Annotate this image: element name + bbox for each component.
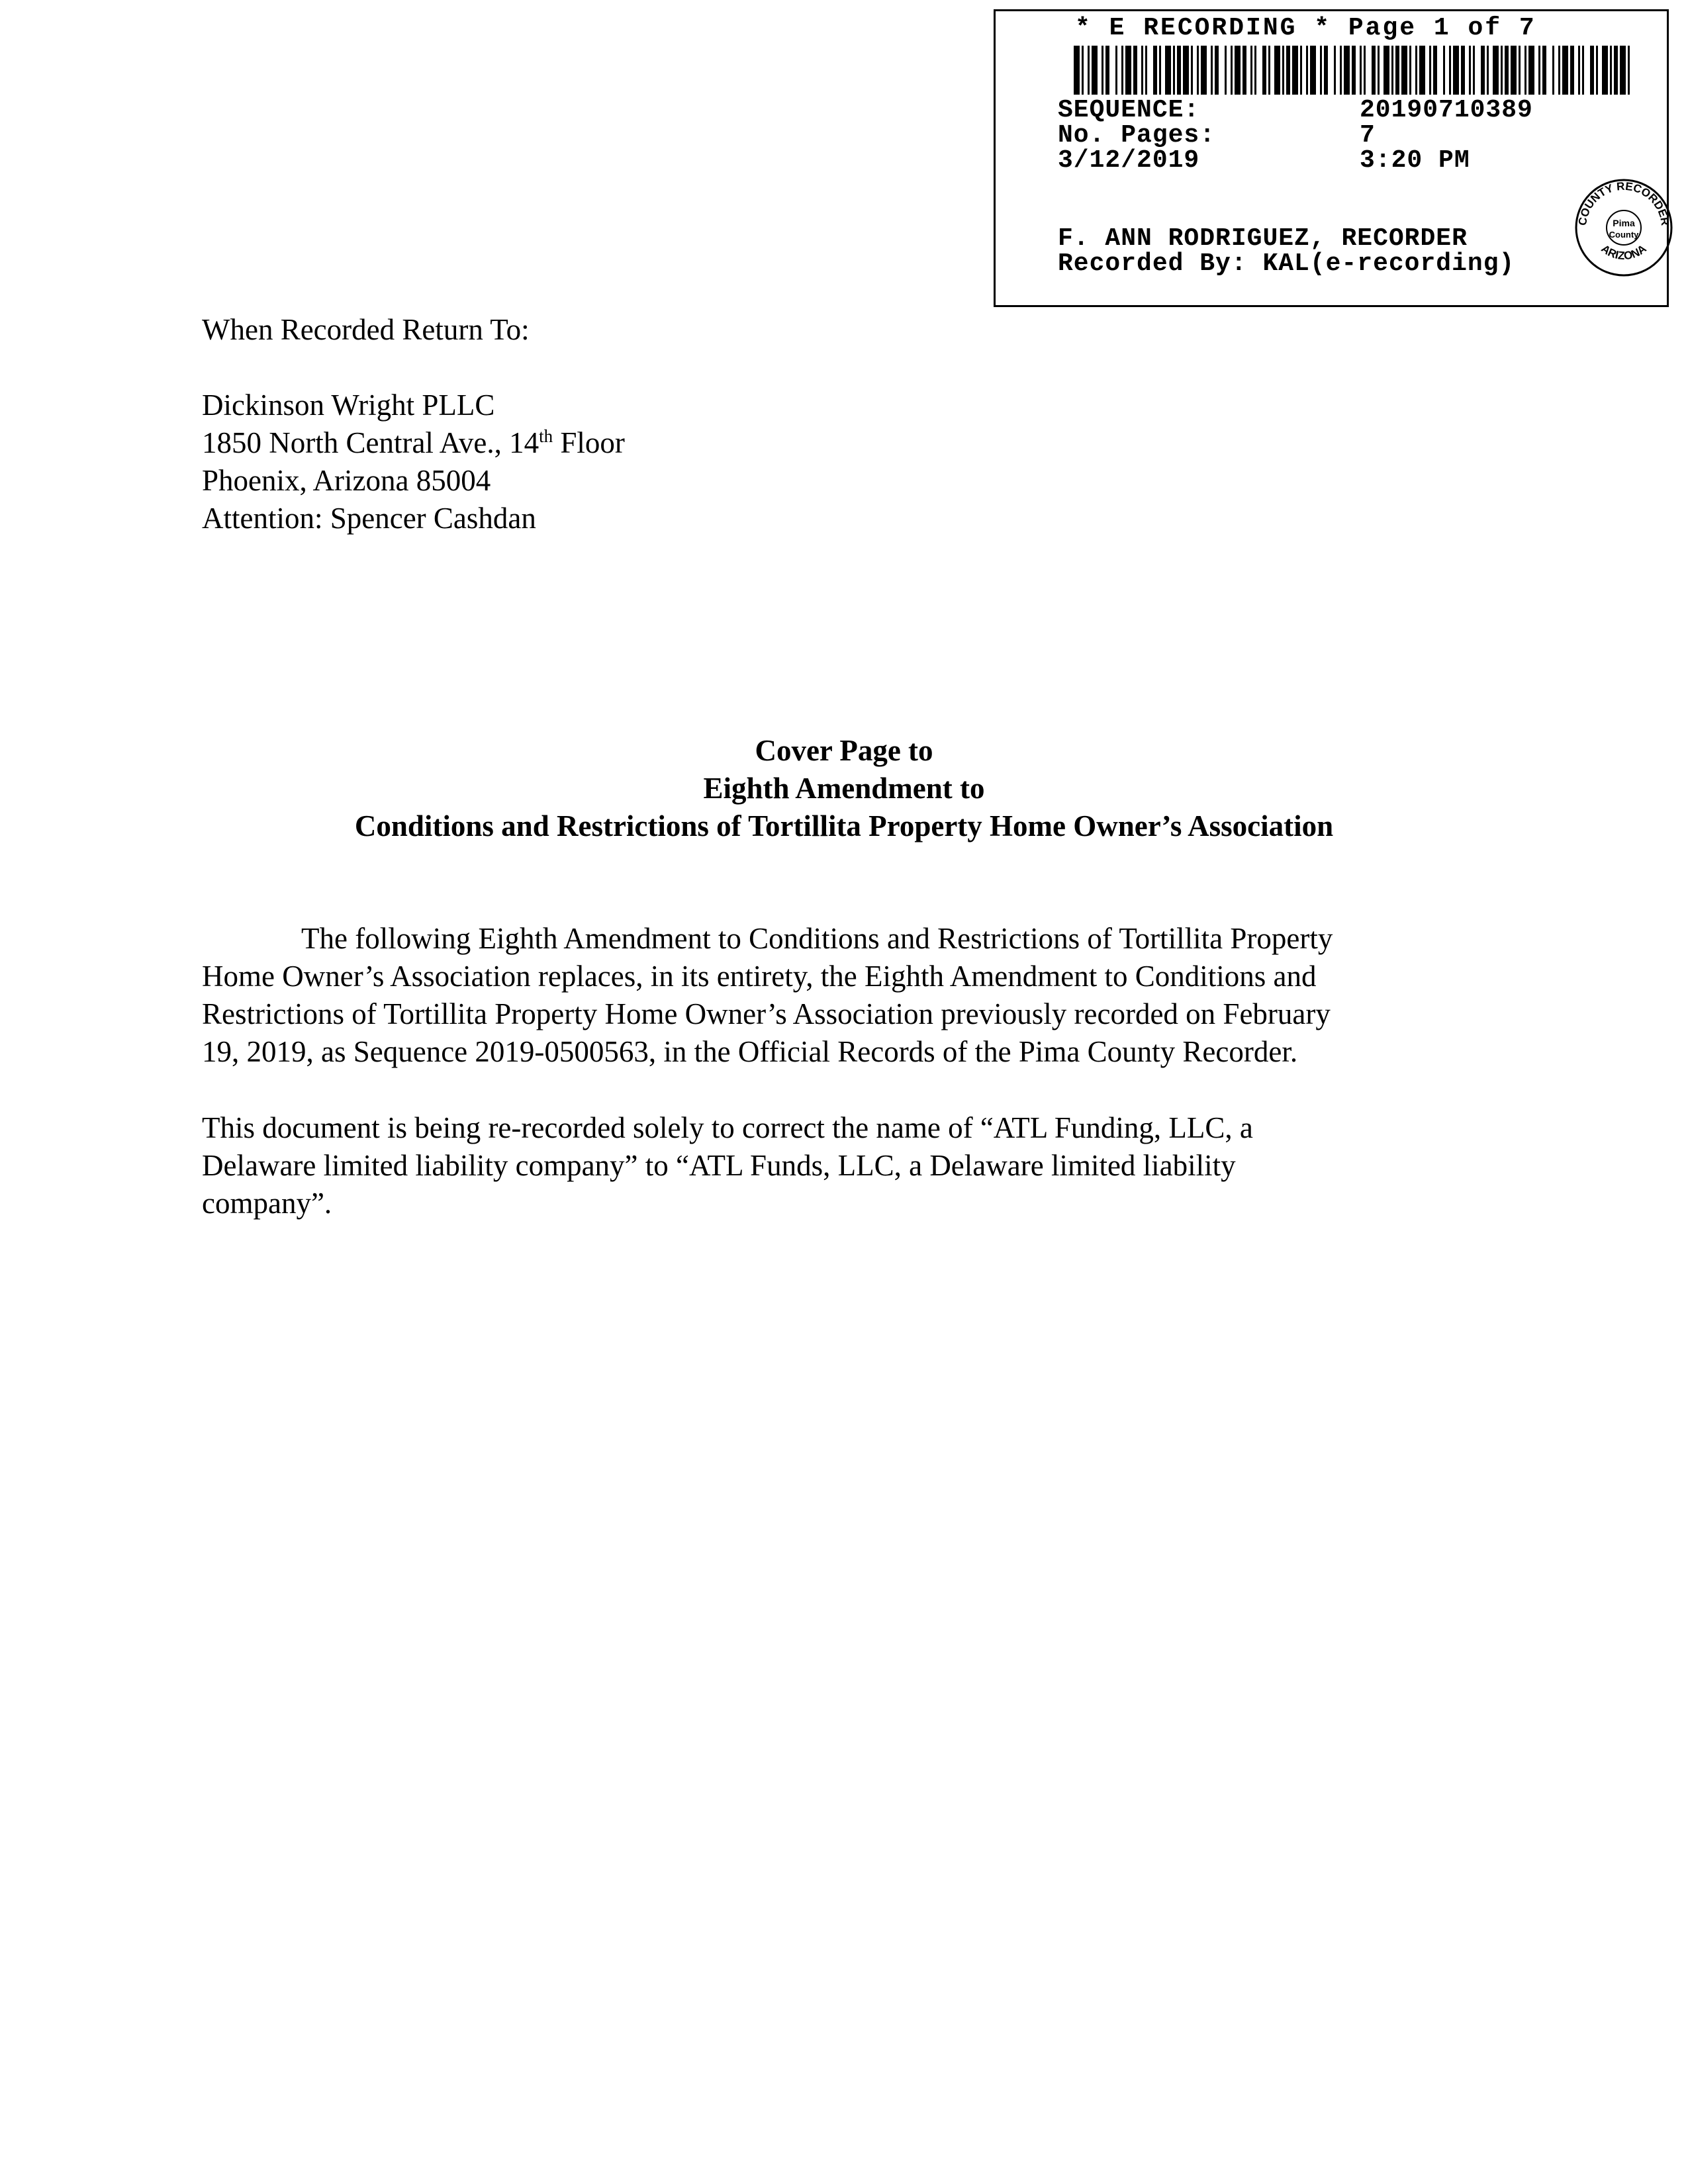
county-seal-icon	[1573, 177, 1675, 279]
barcode	[1074, 46, 1631, 95]
return-attention: Attention: Spencer Cashdan	[202, 502, 536, 535]
sequence-value: 20190710389	[1360, 96, 1533, 124]
seal-bottom-text: ARIZONA	[1599, 242, 1649, 263]
pages-label: No. Pages:	[1058, 121, 1216, 150]
return-street	[202, 426, 625, 460]
return-city: Phoenix, Arizona 85004	[202, 464, 491, 497]
return-name: Dickinson Wright PLLC	[202, 388, 495, 422]
paragraph-1-line-4: 19, 2019, as Sequence 2019-0500563, in the Official Records of the Pima County Recorder.	[202, 1035, 1298, 1068]
sequence-label: SEQUENCE:	[1058, 96, 1200, 124]
seal-inner-text-1: Pima	[1613, 218, 1635, 228]
title-line-1: Cover Page to	[755, 734, 933, 767]
recording-stamp	[994, 9, 1672, 307]
seal-outer-text: COUNTY RECORDER	[1575, 179, 1672, 227]
street-ordinal: th	[539, 426, 553, 446]
paragraph-1-line-3: Restrictions of Tortillita Property Home Owner’s Association previously recorded on February	[202, 997, 1331, 1030]
paragraph-1-line-2: Home Owner’s Association replaces, in its entirety, the Eighth Amendment to Conditions and	[202, 960, 1317, 993]
recorded-by: Recorded By: KAL(e-recording)	[1058, 250, 1515, 278]
record-time: 3:20 PM	[1360, 146, 1470, 175]
record-date: 3/12/2019	[1058, 146, 1200, 175]
return-label: When Recorded Return To:	[202, 313, 530, 346]
paragraph-2-line-3: company”.	[202, 1187, 332, 1220]
recorder-name: F. ANN RODRIGUEZ, RECORDER	[1058, 224, 1468, 253]
paragraph-2-line-2: Delaware limited liability company” to “ATL Funds, LLC, a Delaware limited liability	[202, 1149, 1236, 1182]
paragraph-2-line-1: This document is being re-recorded solely to correct the name of “ATL Funding, LLC, a	[202, 1111, 1253, 1144]
seal-inner-text-2: County	[1609, 230, 1639, 240]
pages-value: 7	[1360, 121, 1376, 150]
title-line-3: Conditions and Restrictions of Tortillita Property Home Owner’s Association	[354, 809, 1334, 842]
paragraph-1-line-1: The following Eighth Amendment to Conditions and Restrictions of Tortillita Property	[301, 922, 1333, 955]
stamp-header: * E RECORDING * Page 1 of 7	[1075, 14, 1536, 42]
street-floor: Floor	[553, 426, 625, 459]
street-main: 1850 North Central Ave., 14	[202, 426, 539, 459]
title-line-2: Eighth Amendment to	[703, 772, 985, 805]
